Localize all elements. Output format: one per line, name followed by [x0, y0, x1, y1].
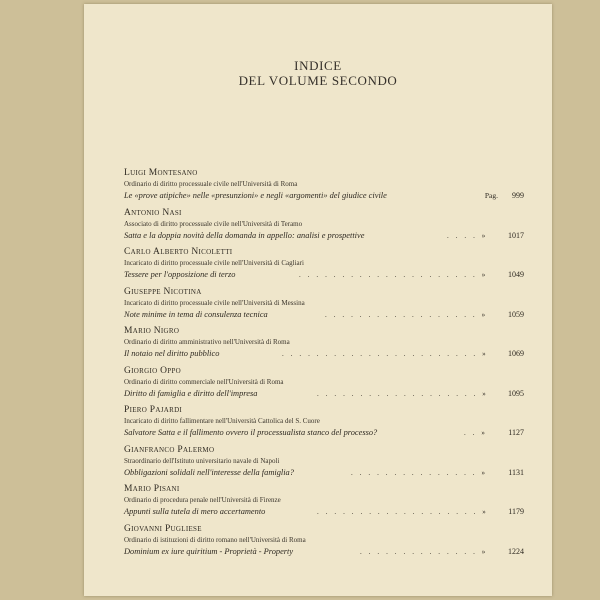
title-line — [124, 268, 524, 282]
dot-leader: . . » — [464, 429, 488, 437]
author-name: Piero Pajardi — [124, 405, 183, 415]
dot-leader: . . . . . . . . . . . . . . . . . . » — [325, 310, 488, 319]
author-position: Ordinario di diritto processuale civile nell'Università di Roma — [124, 180, 298, 188]
title-line — [124, 387, 524, 401]
author-position: Ordinario di istituzioni di diritto romano nell'Università di Roma — [124, 535, 306, 544]
dot-leader: . . . . . . . . . . . . . . . . . . . . . » — [299, 271, 488, 279]
title-line — [124, 545, 524, 559]
index-entry — [124, 167, 524, 207]
book-page — [84, 4, 552, 596]
index-entry — [124, 365, 524, 405]
dot-leader: . . . . . . . . . . . . . . . . . . . » — [317, 389, 489, 398]
author-name: Mario Nigro — [124, 326, 180, 336]
index-entry — [124, 325, 524, 365]
author-position: Incaricato di diritto fallimentare nell'Università Cattolica del S. Cuore — [124, 417, 320, 425]
dot-leader: . . . . . . . . . . . . . . . » — [351, 468, 488, 477]
article-title: Appunti sulla tutela di mero accertamento — [124, 507, 266, 516]
article-title: Salvatore Satta e il fallimento ovvero il processualista stanco del processo? — [124, 428, 378, 437]
page-number: 999 — [512, 191, 524, 200]
author-name: Luigi Montesano — [124, 168, 198, 178]
heading-line-1: INDICE — [294, 58, 342, 73]
article-title: Il notaio nel diritto pubblico — [124, 349, 220, 358]
author-name: Carlo Alberto Nicoletti — [124, 247, 233, 257]
index-entry — [124, 286, 524, 326]
index-entry — [124, 207, 524, 247]
article-title: Note minime in tema di consulenza tecnica — [124, 309, 268, 319]
author-position: Associato di diritto processuale civile nell'Università di Teramo — [124, 219, 303, 228]
author-position: Ordinario di diritto commerciale nell'Università di Roma — [124, 377, 284, 386]
page-number: 1179 — [508, 507, 524, 516]
page-number: 1127 — [508, 428, 524, 437]
title-line — [124, 505, 524, 519]
dot-leader: . . . . . . . . . . . . . . . . . . . » — [317, 508, 489, 516]
page-prefix: Pag. — [484, 191, 498, 200]
dot-leader: . . . . . . . . . . . . . . » — [360, 547, 488, 556]
author-name: Giovanni Pugliese — [124, 523, 202, 534]
article-title: Tessere per l'opposizione di terzo — [124, 270, 236, 279]
dot-leader: . . . . . . . . . . . . . . . . . . . . . . . » — [282, 350, 489, 358]
article-title: Dominium ex iure quiritium - Proprietà - Property — [124, 546, 294, 556]
page-number: 1131 — [508, 467, 524, 477]
index-heading — [84, 58, 552, 88]
title-line — [124, 308, 524, 322]
title-line — [124, 347, 524, 361]
author-position: Ordinario di procedura penale nell'Università di Firenze — [124, 496, 281, 504]
page-number: 1069 — [508, 349, 524, 358]
author-name: Giorgio Oppo — [124, 365, 182, 376]
author-name: Giuseppe Nicotina — [124, 286, 202, 297]
page-number: 1095 — [508, 388, 524, 398]
author-position: Incaricato di diritto processuale civile nell'Università di Messina — [124, 298, 305, 307]
title-line — [124, 229, 524, 243]
index-entry — [124, 404, 524, 444]
author-name: Gianfranco Palermo — [124, 444, 215, 455]
title-line — [124, 466, 524, 480]
author-position: Straordinario dell'Istituto universitario navale di Napoli — [124, 456, 280, 465]
author-position: Incaricato di diritto processuale civile nell'Università di Cagliari — [124, 259, 304, 267]
page-number: 1224 — [508, 546, 524, 556]
index-entry — [124, 246, 524, 286]
page-number: 1017 — [508, 230, 524, 240]
article-title: Satta e la doppia novità della domanda in appello: analisi e prospettive — [124, 230, 365, 240]
index-entries — [124, 167, 524, 562]
title-line — [124, 189, 524, 203]
index-entry — [124, 483, 524, 523]
author-name: Antonio Nasi — [124, 207, 182, 218]
author-name: Mario Pisani — [124, 484, 180, 494]
article-title: Diritto di famiglia e diritto dell'impresa — [124, 388, 258, 398]
index-entry — [124, 523, 524, 563]
dot-leader: . . . . » — [447, 231, 488, 240]
page-number: 1049 — [508, 270, 524, 279]
author-position: Ordinario di diritto amministrativo nell'Università di Roma — [124, 338, 290, 346]
page-number: 1059 — [508, 309, 524, 319]
article-title: Le «prove atipiche» nelle «presunzioni» e negli «argomenti» del giudice civile — [124, 191, 387, 200]
title-line — [124, 426, 524, 440]
article-title: Obbligazioni solidali nell'interesse della famiglia? — [124, 467, 294, 477]
index-entry — [124, 444, 524, 484]
heading-line-2: DEL VOLUME SECONDO — [238, 73, 398, 88]
